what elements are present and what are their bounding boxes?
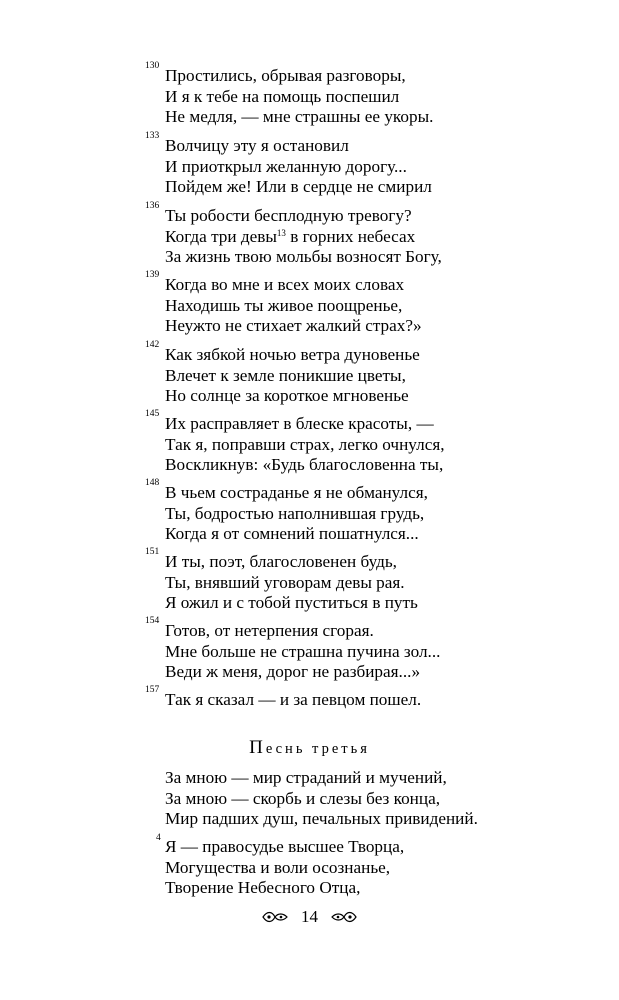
- verse-line: Находишь ты живое поощренье,: [165, 295, 403, 315]
- page-number: 14: [301, 907, 318, 926]
- stanza-142: [145, 340, 420, 407]
- verse-line: Мне больше не страшна пучина зол...: [165, 641, 441, 661]
- canto-stanza-1: [145, 768, 478, 830]
- verse-line: Я ожил и с тобой пуститься в путь: [165, 593, 418, 613]
- stanza-133: [145, 131, 432, 198]
- line-number: 130: [145, 61, 160, 71]
- line-number: 148: [145, 478, 160, 488]
- line-number: 151: [145, 547, 160, 557]
- verse-line: 142 Как зябкой ночью ветра дуновенье: [145, 340, 420, 364]
- line-number: 139: [145, 270, 160, 280]
- canto-heading: Песнь третья: [249, 737, 370, 758]
- verse-line: И я к тебе на помощь поспешил: [165, 86, 400, 106]
- line-number: 145: [145, 409, 160, 419]
- stanza-157: [145, 685, 422, 711]
- verse-line: За мною — скорбь и слезы без конца,: [165, 788, 441, 808]
- verse-line: Воскликнув: «Будь благословенна ты,: [165, 455, 444, 475]
- verse-line: Могущества и воли осознанье,: [165, 857, 391, 877]
- verse-line: Влечет к земле поникшие цветы,: [165, 365, 406, 385]
- footnote-ref: 13: [276, 227, 286, 238]
- fleuron-icon: [330, 909, 358, 925]
- verse-line: 154 Готов, от нетерпения сгорая.: [145, 616, 374, 640]
- verse-line: Пойдем же! Или в сердце не смирил: [165, 177, 432, 197]
- stanza-130: [145, 61, 434, 128]
- stanza-148: [145, 478, 428, 545]
- line-number: 133: [145, 131, 160, 141]
- stanza-151: [145, 547, 418, 614]
- verse-line: Ты, внявший уговорам девы рая.: [165, 572, 405, 592]
- verse-line: Творение Небесного Отца,: [165, 878, 361, 898]
- verse-line: Когда три девы$^{13}$ в горних небесах: [165, 226, 416, 246]
- verse-line: За мною — мир страданий и мучений,: [165, 768, 447, 787]
- verse-line: 4 Я — правосудье высшее Творца,: [156, 833, 405, 856]
- stanza-139: [145, 270, 422, 337]
- verse-line: Ты, бодростью наполнившая грудь,: [165, 503, 425, 523]
- verse-line: 151 И ты, поэт, благословенен будь,: [145, 547, 397, 571]
- line-number: 157: [145, 685, 160, 695]
- verse-line: 157 Так я сказал — и за певцом пошел.: [145, 685, 422, 709]
- line-number: 142: [145, 340, 160, 350]
- stanza-136: [145, 201, 442, 268]
- verse-line: 139 Когда во мне и всех моих словах: [145, 270, 405, 294]
- canto-stanza-4: [145, 833, 405, 899]
- verse-line: Так я, поправши страх, легко очнулся,: [165, 434, 445, 454]
- verse-line: И приоткрыл желанную дорогу...: [165, 156, 407, 176]
- stanza-145: [145, 409, 445, 476]
- verse-line: Мир падших душ, печальных привидений.: [165, 809, 478, 829]
- verse-line: Когда я от сомнений пошатнулся...: [165, 524, 419, 544]
- fleuron-icon: [261, 909, 289, 925]
- verse-line: За жизнь твою мольбы возносят Богу,: [165, 247, 442, 267]
- verse-line: Веди ж меня, дорог не разбирая...»: [165, 662, 421, 682]
- verse-line: 133 Волчицу эту я остановил: [145, 131, 349, 155]
- line-number: 154: [145, 616, 160, 626]
- verse-line: 130 Простились, обрывая разговоры,: [145, 61, 406, 85]
- verse-line: Но солнце за короткое мгновенье: [165, 386, 409, 406]
- verse-line: Не медля, — мне страшны ее укоры.: [165, 107, 434, 127]
- line-number: 4: [156, 833, 161, 843]
- verse-line: Неужто не стихает жалкий страх?»: [165, 316, 422, 336]
- stanza-154: [145, 616, 441, 683]
- verse-line: 136 Ты робости бесплодную тревогу?: [145, 201, 412, 225]
- verse-line: 148 В чьем состраданье я не обманулся,: [145, 478, 428, 502]
- page-footer: [0, 906, 619, 928]
- line-number: 136: [145, 201, 160, 211]
- verse-line: 145 Их расправляет в блеске красоты, —: [145, 409, 434, 433]
